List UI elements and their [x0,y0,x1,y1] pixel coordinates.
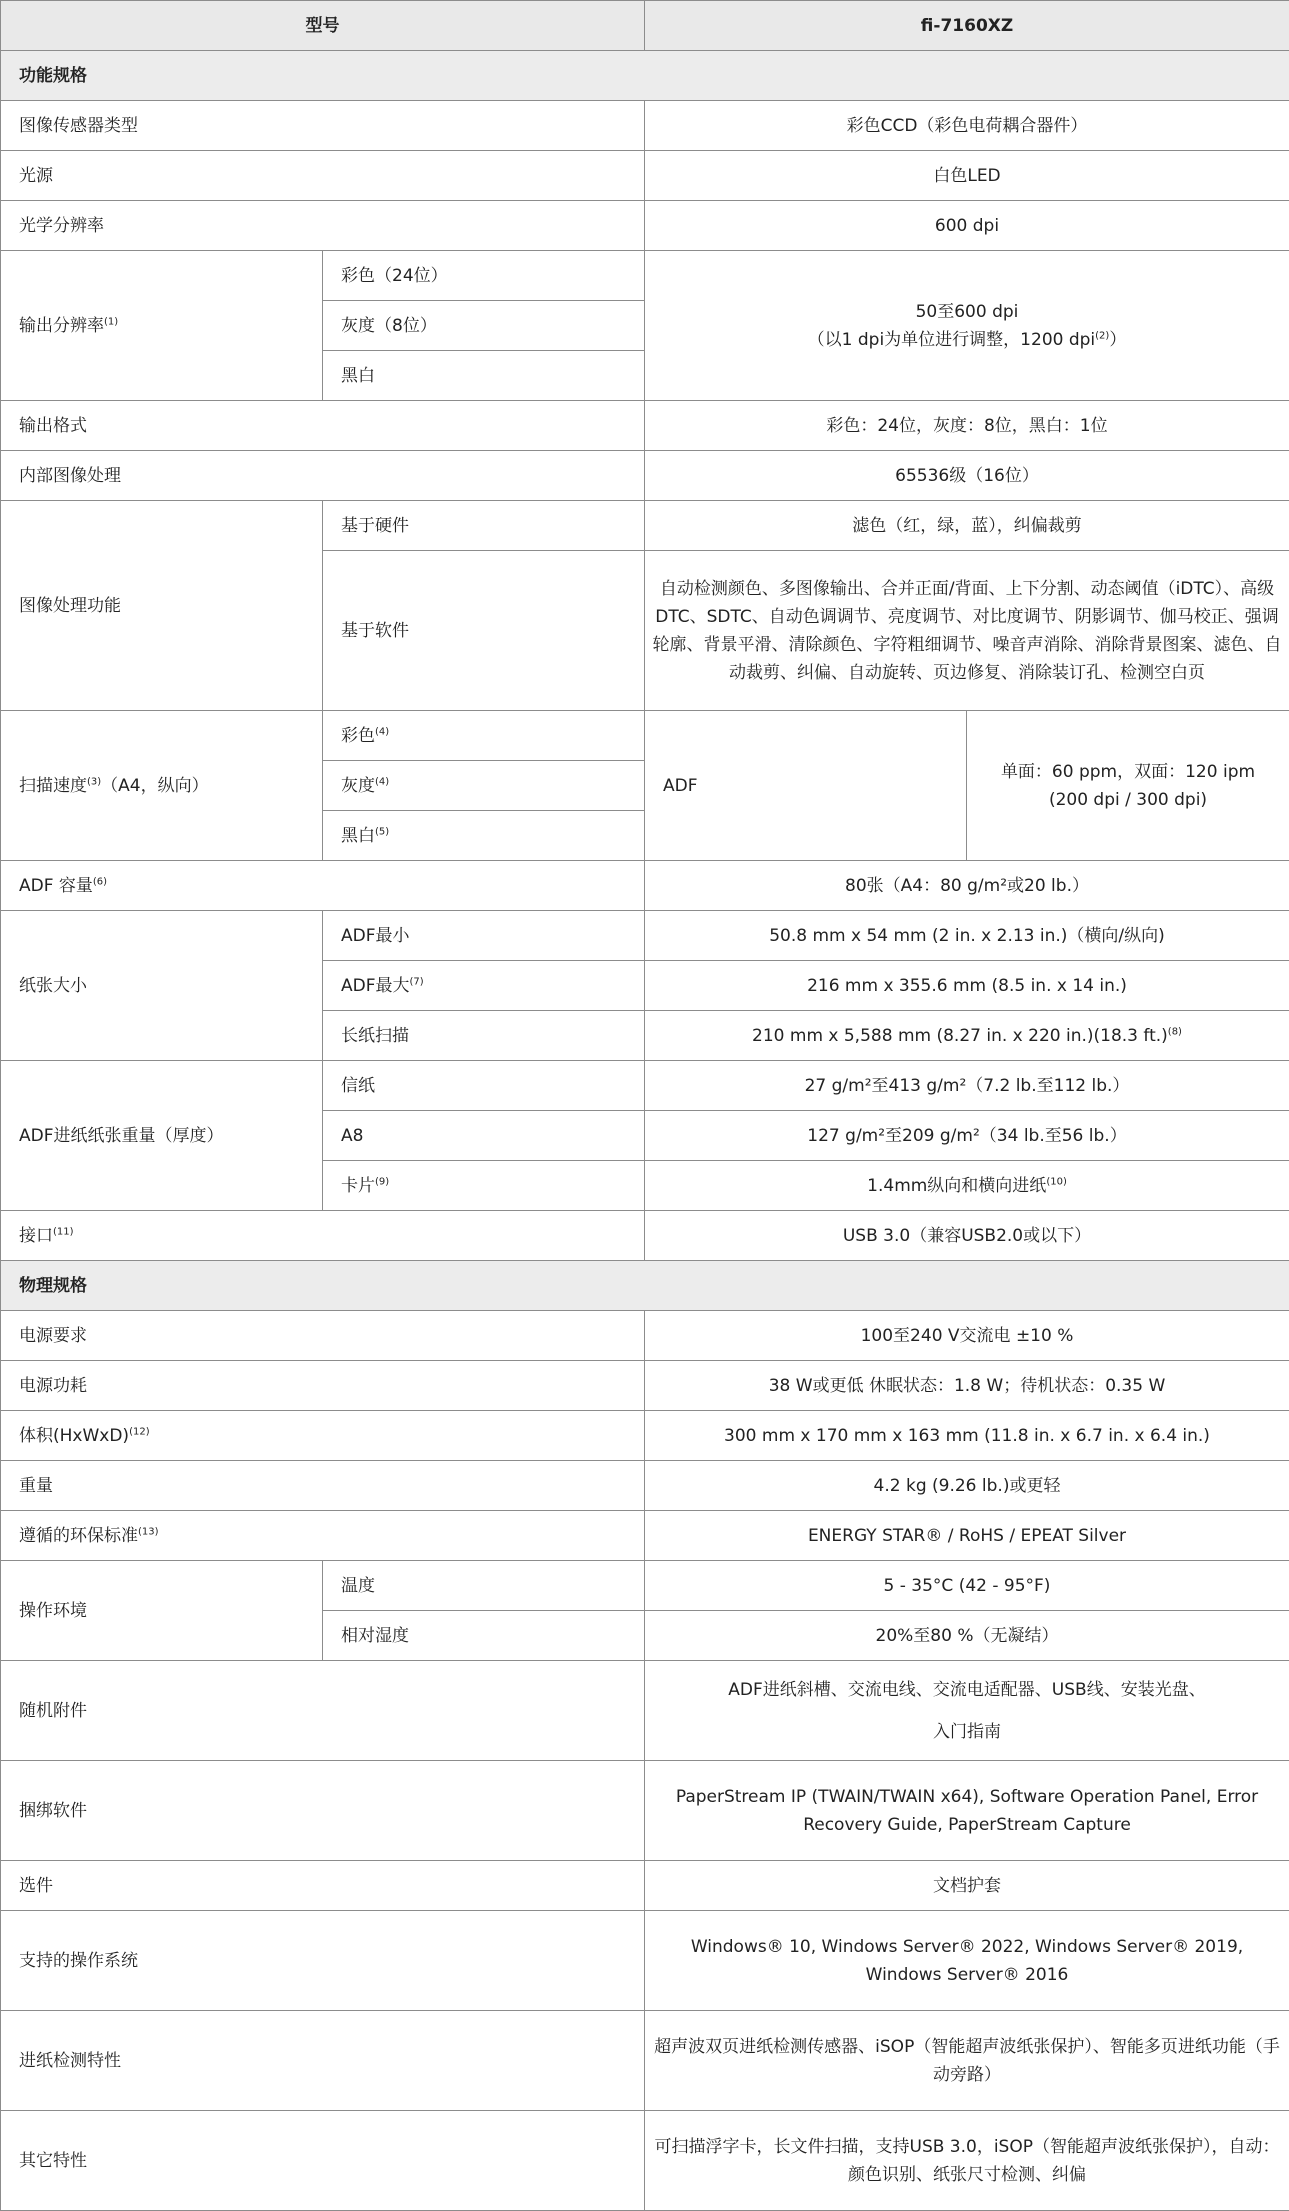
row-label: 电源功耗 [1,1361,645,1411]
sub-label: 黑白$^{(5)}$ [323,811,645,861]
row-value: 自动检测颜色、多图像输出、合并正面/背面、上下分割、动态阈值（iDTC）、高级DTC、SDTC、自动色调调节、亮度调节、对比度调节、阴影调节、伽马校正、强调轮廓、背景平滑、清除颜色、字符粗细调节、噪音声消除、消除背景图案、滤色、自动裁剪、纠偏、自动旋转、页边修复、消除装订孔、检测空白页 [645,551,1289,711]
sub-label: 信纸 [323,1061,645,1111]
sub-label: 彩色$^{(4)}$ [323,711,645,761]
adf-label: ADF [645,711,967,861]
row-value: 27 g/m²至413 g/m²（7.2 lb.至112 lb.） [645,1061,1289,1111]
row-label: 重量 [1,1461,645,1511]
row-label: 捆绑软件 [1,1761,645,1861]
row-value: Windows® 10, Windows Server® 2022, Windows Server® 2019, Windows Server® 2016 [645,1911,1289,2011]
row-label: 支持的操作系统 [1,1911,645,2011]
section-physical [1,1261,1289,1311]
sub-label: 灰度$^{(4)}$ [323,761,645,811]
row-label: 随机附件 [1,1661,645,1761]
sub-label: 卡片$^{(9)}$ [323,1161,645,1211]
row-value: 50.8 mm x 54 mm (2 in. x 2.13 in.)（横向/纵向) [645,911,1289,961]
row-value: 4.2 kg (9.26 lb.)或更轻 [645,1461,1289,1511]
section-title: 物理规格 [1,1261,1289,1311]
row-label: 接口$^{(11)}$ [1,1211,645,1261]
row-label: 输出格式 [1,401,645,451]
table-row [1,1761,1289,1861]
row-label: 图像处理功能 [1,501,323,711]
row-label: 电源要求 [1,1311,645,1361]
row-label: 遵循的环保标准$^{(13)}$ [1,1511,645,1561]
row-value: USB 3.0（兼容USB2.0或以下） [645,1211,1289,1261]
row-label: 体积(HxWxD)$^{(12)}$ [1,1411,645,1461]
row-label: 图像传感器类型 [1,101,645,151]
row-value: 210 mm x 5,588 mm (8.27 in. x 220 in.)(18.3 ft.)$^{(8)}$ [645,1011,1289,1061]
row-value: 白色LED [645,151,1289,201]
row-label: 内部图像处理 [1,451,645,501]
row-value: 彩色：24位，灰度：8位，黑白：1位 [645,401,1289,451]
row-value: 600 dpi [645,201,1289,251]
table-row [1,911,1289,961]
row-value: 80张（A4：80 g/m²或20 lb.） [645,861,1289,911]
row-value: 20%至80 %（无凝结） [645,1611,1289,1661]
row-label: 光源 [1,151,645,201]
sub-label: ADF最小 [323,911,645,961]
sub-label: 温度 [323,1561,645,1611]
table-row [1,451,1289,501]
model-label: 型号 [1,1,645,51]
row-value: 滤色（红，绿，蓝），纠偏裁剪 [645,501,1289,551]
table-row [1,2111,1289,2211]
table-row [1,2011,1289,2111]
table-row [1,1361,1289,1411]
table-row [1,1661,1289,1761]
row-label: 光学分辨率 [1,201,645,251]
row-value: 300 mm x 170 mm x 163 mm (11.8 in. x 6.7 in. x 6.4 in.) [645,1411,1289,1461]
model-value: fi-7160XZ [645,1,1289,51]
row-label: 选件 [1,1861,645,1911]
table-row [1,1411,1289,1461]
table-row [1,251,1289,301]
row-value: 127 g/m²至209 g/m²（34 lb.至56 lb.） [645,1111,1289,1161]
row-label: 输出分辨率$^{(1)}$ [1,251,323,401]
table-row [1,1511,1289,1561]
table-row [1,1561,1289,1611]
row-label: 纸张大小 [1,911,323,1061]
table-row [1,1211,1289,1261]
row-value: 可扫描浮字卡，长文件扫描，支持USB 3.0，iSOP（智能超声波纸张保护），自动：颜色识别、纸张尺寸检测、纠偏 [645,2111,1289,2211]
row-value: 单面：60 ppm，双面：120 ipm (200 dpi / 300 dpi) [967,711,1289,861]
row-label: 操作环境 [1,1561,323,1661]
row-value: ENERGY STAR® / RoHS / EPEAT Silver [645,1511,1289,1561]
table-row [1,151,1289,201]
table-row [1,1461,1289,1511]
row-label: 进纸检测特性 [1,2011,645,2111]
sub-label: ADF最大$^{(7)}$ [323,961,645,1011]
sub-label: 黑白 [323,351,645,401]
table-row [1,1311,1289,1361]
row-value: 文档护套 [645,1861,1289,1911]
sub-label: 相对湿度 [323,1611,645,1661]
sub-label: A8 [323,1111,645,1161]
sub-label: 基于软件 [323,551,645,711]
row-value: ADF进纸斜槽、交流电线、交流电适配器、USB线、安装光盘、 入门指南 [645,1661,1289,1761]
section-title: 功能规格 [1,51,1289,101]
row-value: 彩色CCD（彩色电荷耦合器件） [645,101,1289,151]
table-row [1,401,1289,451]
row-label: 其它特性 [1,2111,645,2211]
table-row [1,711,1289,761]
row-value: 5 - 35°C (42 - 95°F) [645,1561,1289,1611]
header-row [1,1,1289,51]
sub-label: 基于硬件 [323,501,645,551]
row-value: PaperStream IP (TWAIN/TWAIN x64), Software Operation Panel, Error Recovery Guide, PaperStream Capture [645,1761,1289,1861]
row-value: 38 W或更低 休眠状态：1.8 W；待机状态：0.35 W [645,1361,1289,1411]
row-label: ADF 容量$^{(6)}$ [1,861,645,911]
table-row [1,1861,1289,1911]
row-value: 216 mm x 355.6 mm (8.5 in. x 14 in.) [645,961,1289,1011]
row-label: 扫描速度$^{(3)}$（A4，纵向） [1,711,323,861]
row-label: ADF进纸纸张重量（厚度） [1,1061,323,1211]
section-functional [1,51,1289,101]
table-row [1,1061,1289,1111]
row-value: 50至600 dpi （以1 dpi为单位进行调整，1200 dpi$^{(2)}$） [645,251,1289,401]
table-row [1,101,1289,151]
sub-label: 长纸扫描 [323,1011,645,1061]
table-row [1,1911,1289,2011]
sub-label: 彩色（24位） [323,251,645,301]
row-value: 65536级（16位） [645,451,1289,501]
table-row [1,201,1289,251]
table-row [1,501,1289,551]
row-value: 1.4mm纵向和横向进纸$^{(10)}$ [645,1161,1289,1211]
sub-label: 灰度（8位） [323,301,645,351]
row-value: 超声波双页进纸检测传感器、iSOP（智能超声波纸张保护）、智能多页进纸功能（手动旁路） [645,2011,1289,2111]
row-value: 100至240 V交流电 ±10 % [645,1311,1289,1361]
table-row [1,861,1289,911]
